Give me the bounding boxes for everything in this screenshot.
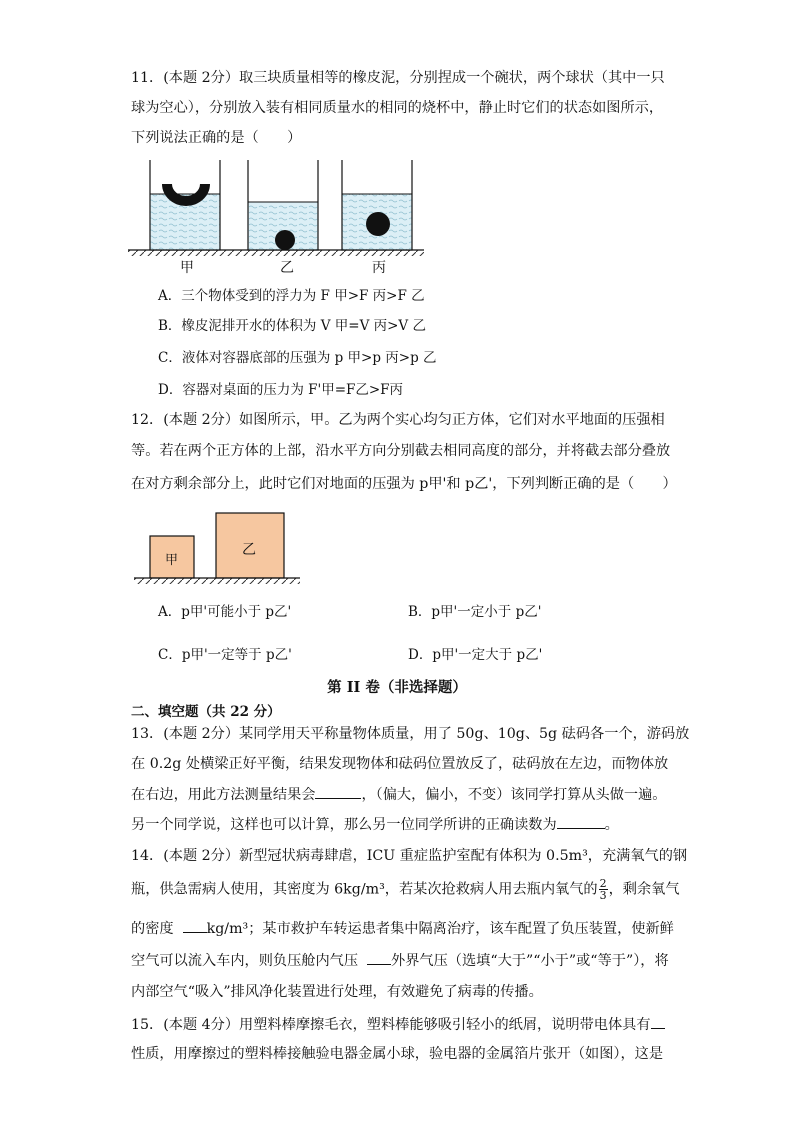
q13-line-3-text: 在右边，用此方法测量结果会 [131,787,316,803]
q14-line-4-text-b: 外界气压（选填“大于”“小于”或“等于”），将 [391,953,669,969]
q14-line-1: 14．(本题 2分）新型冠状病毒肆虐，ICU 重症监护室配有体积为 0.5m³，充满氧气的钢 [131,848,688,864]
q14-line-2-text-b: ，剩余氧气 [608,881,680,898]
q15-line-2: 性质，用摩擦过的塑料棒接触验电器金属小球，验电器的金属箔片张开（如图），这是 [131,1046,664,1062]
q15-line-1 [131,1014,665,1035]
hollow-ball [366,212,390,236]
q11-line-2: 球为空心），分别放入装有相同质量水的相同的烧杯中，静止时它们的状态如图所示， [131,100,664,116]
q12-option-a: A．p甲'可能小于 p乙' [158,604,292,620]
q12-option-c: C．p甲'一定等于 p乙' [158,647,292,663]
q14-line-3 [131,918,674,939]
fig12-label-jia: 甲 [165,553,179,568]
q11-option-d: D．容器对桌面的压力为 F'甲=F乙>F丙 [158,382,404,398]
q15-blank-1[interactable] [651,1014,665,1029]
q11-line-3: 下列说法正确的是（ ） [131,130,302,146]
q11-beakers-figure [128,156,428,278]
q12-option-d: D．p甲'一定大于 p乙' [408,647,543,663]
fraction-two-thirds [599,878,608,901]
q13-blank-1[interactable] [315,784,361,799]
q12-cubes-figure [134,508,304,588]
q13-line-1: 13．(本题 2分）某同学用天平称量物体质量，用了 50g、10g、5g 砝码各一个，游码放 [131,726,690,742]
fig11-label-bing: 丙 [372,260,386,276]
q14-blank-2[interactable] [367,950,391,965]
q11-option-c: C．液体对容器底部的压强为 p 甲>p 丙>p 乙 [158,350,437,366]
q14-line-5: 内部空气“吸入”排风净化装置进行处理，有效避免了病毒的传播。 [131,984,543,1000]
q14-line-4-text: 空气可以流入车内，则负压舱内气压 [131,953,359,969]
q12-line-1: 12．(本题 2分）如图所示，甲。乙为两个实心均匀正方体，它们对水平地面的压强相 [131,412,665,428]
q11-option-a: A．三个物体受到的浮力为 F 甲>F 丙>F 乙 [158,288,425,304]
fig12-label-yi: 乙 [242,542,256,558]
fig11-label-jia: 甲 [180,260,194,276]
section-title: 第 II 卷（非选择题） [327,679,467,696]
q14-line-3-text: 的密度 [131,921,174,937]
fig11-label-yi: 乙 [280,260,294,276]
q11-line-1: 11．(本题 2分）取三块质量相等的橡皮泥，分别捏成一个碗状，两个球状（其中一只 [131,70,665,86]
q12-option-b: B．p甲'一定小于 p乙' [408,604,542,620]
q13-line-3-text-b: ，（偏大，偏小，不变）该同学打算从头做一遍。 [361,787,667,803]
beaker-yi [248,160,318,250]
fraction-numerator: 2 [599,877,607,890]
q14-line-4 [131,950,669,971]
q14-blank-1[interactable] [183,918,207,933]
q11-option-b: B．橡皮泥排开水的体积为 V 甲=V 丙>V 乙 [158,318,426,334]
q13-blank-2[interactable] [557,814,605,829]
q15-line-1-text: 15．(本题 4分）用塑料棒摩擦毛衣，塑料棒能够吸引轻小的纸屑，说明带电体具有 [131,1017,651,1033]
beaker-bing [342,160,412,250]
solid-ball [275,230,295,250]
q13-line-3 [131,784,666,805]
q14-line-2-text: 瓶，供急需病人使用，其密度为 6kg/m³，若某次抢救病人用去瓶内氧气的 [131,881,598,898]
section-heading: 二、填空题（共 22 分） [131,704,281,720]
beaker-jia [150,160,220,250]
q14-line-2 [131,878,680,901]
q13-line-4-text-b: 。 [604,817,619,833]
fraction-denominator: 3 [599,889,607,902]
q13-line-4-text: 另一个同学说，这样也可以计算，那么另一位同学所讲的正确读数为 [131,817,557,833]
q14-line-3-text-b: kg/m³；某市救护车转运患者集中隔离治疗，该车配置了负压装置，使新鲜 [206,921,674,937]
q12-line-3: 在对方剩余部分上，此时它们对地面的压强为 p甲'和 p乙'，下列判断正确的是（ ） [131,476,677,492]
q12-line-2: 等。若在两个正方体的上部，沿水平方向分别截去相同高度的部分，并将截去部分叠放 [131,443,671,459]
ground-hatch [128,250,424,256]
q13-line-2: 在 0.2g 处横梁正好平衡，结果发现物体和砝码位置放反了，砝码放在左边，而物体放 [131,756,669,772]
q13-line-4 [131,814,619,835]
